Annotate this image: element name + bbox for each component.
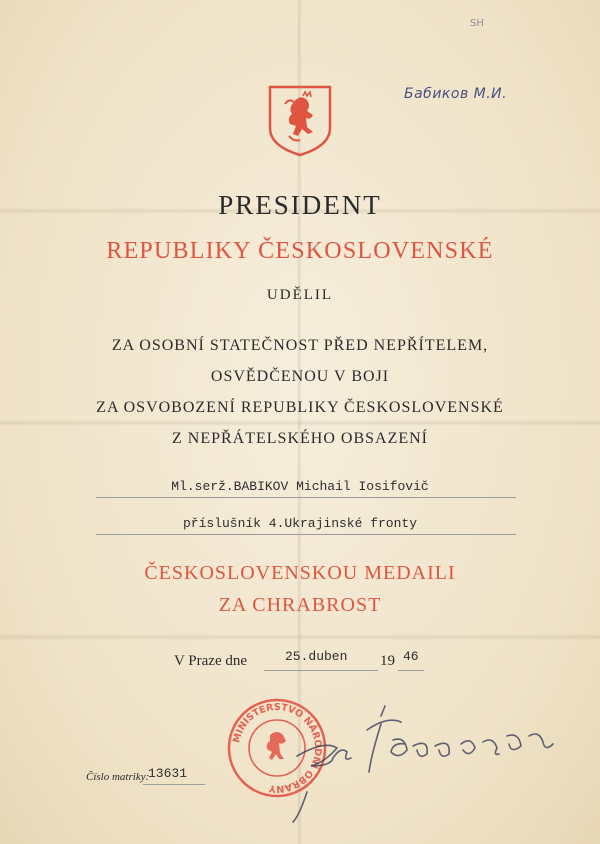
recipient-name-rule — [96, 497, 516, 498]
recipient-name: Ml.serž.BABIKOV Michail Iosifovič — [171, 479, 429, 494]
citation-line-2: OSVĚDČENOU V BOJI — [210, 368, 390, 385]
registry-label: Číslo matriky: — [86, 771, 150, 783]
date-year-suffix: 46 — [403, 649, 419, 664]
date-rule — [264, 670, 378, 671]
recipient-unit-rule — [96, 534, 516, 535]
recipient-unit: příslušník 4.Ukrajinské fronty — [182, 516, 418, 531]
award-name-line-1: ČESKOSLOVENSKOU MEDAILI — [144, 562, 456, 584]
date-year-prefix: 19 — [380, 653, 395, 669]
citation-line-3: ZA OSVOBOZENÍ REPUBLIKY ČESKOSLOVENSKÉ — [96, 399, 504, 416]
date-day-month: 25.duben — [285, 649, 348, 664]
citation-line-4: Z NEPŘÁTELSKÉHO OBSAZENÍ — [172, 430, 428, 447]
title-president: PRESIDENT — [218, 190, 382, 220]
citation-line-1: ZA OSOBNÍ STATEČNOST PŘED NEPŘÍTELEM, — [111, 337, 489, 354]
corner-pencil-mark: SH — [470, 18, 484, 29]
registry-rule — [143, 784, 205, 785]
coat-of-arms-icon — [267, 84, 333, 158]
year-rule — [398, 670, 424, 671]
stamp-text: MINISTERSTVO NÁRODNÍ OBRANY — [231, 701, 324, 795]
registry-number: 13631 — [148, 766, 188, 781]
award-name-line-2: ZA CHRABROST — [218, 594, 382, 616]
verb-awarded: UDĚLIL — [266, 287, 334, 303]
handwritten-name-note: Бабиков М.И. — [404, 86, 508, 102]
place-prefix: V Praze dne — [174, 653, 248, 669]
signature-icon — [285, 696, 565, 826]
title-republic: REPUBLIKY ČESKOSLOVENSKÉ — [106, 238, 494, 264]
